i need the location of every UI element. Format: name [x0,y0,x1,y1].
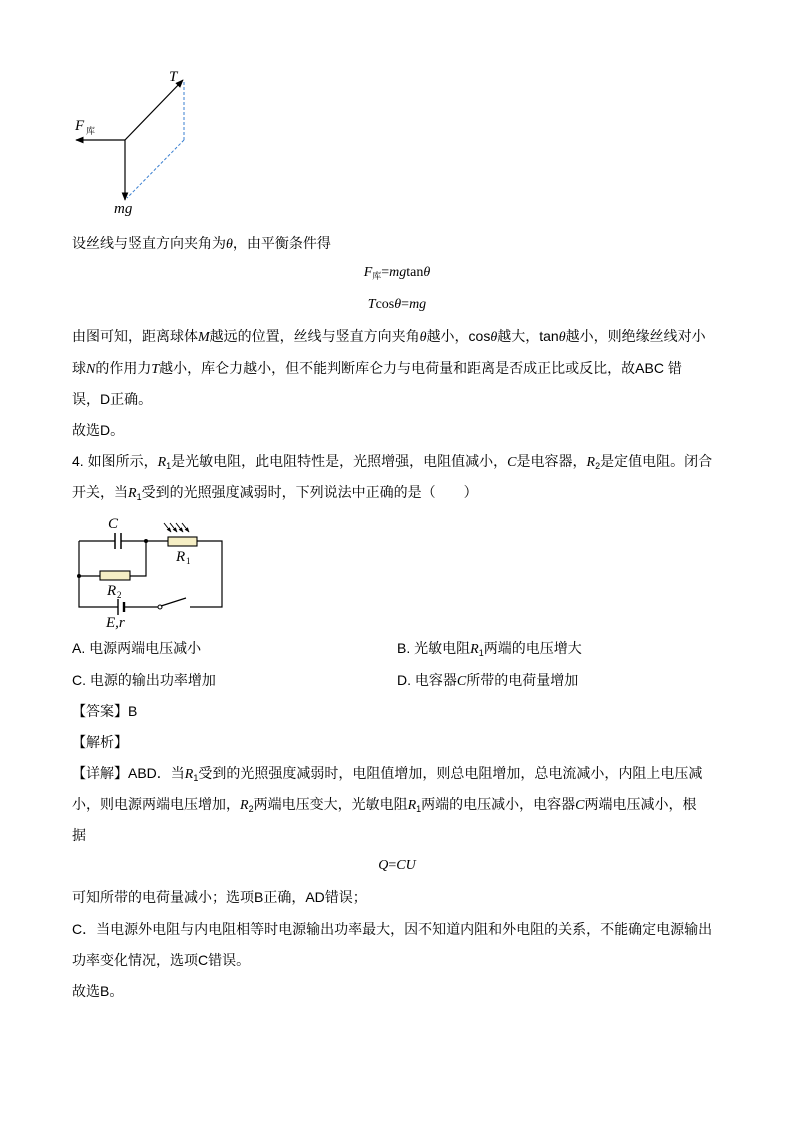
text-run: cos [375,297,395,312]
italic-symbol: Q [378,858,389,873]
resistor-r2 [100,571,130,580]
question-4-stem-line-2 [72,482,478,507]
option-b [397,638,582,663]
text-run: C．当电源外电阻与内电阻相等时电源输出功率最大，因不知道内阻和外电阻的关系，不能确定电源输出 [72,921,713,937]
question-4-stem-line-1 [72,451,712,476]
r1-label: R [176,549,186,565]
italic-symbol: R [470,642,479,657]
r1-subscript: 1 [186,556,191,566]
text-run: = [401,297,410,312]
text-run: 设丝线与竖直方向夹角为 [72,235,226,251]
coulomb-force-subscript: 库 [86,126,96,136]
text-run: 是光敏电阻，此电阻特性是，光照增强，电阻值减小， [171,453,508,469]
photoresistor-r1 [168,537,197,546]
text-run: 受到的光照强度减弱时，电阻值增加，则总电阻增加，总电流减小，内阻上电压减 [198,765,703,781]
text-run: 【详解】ABD．当 [72,765,185,781]
text-run: 据 [72,827,86,843]
option-d [397,670,578,692]
answer: 【答案】B [72,703,138,719]
equation-coulomb-force [0,263,794,286]
text-run: 故选D。 [72,422,125,438]
analysis-heading: 【解析】 [72,734,128,750]
detail-line-3 [72,825,86,845]
italic-symbol: θ [394,297,402,312]
italic-symbol: C [575,798,585,813]
equation-tension [0,295,794,315]
detail-line-1 [72,763,702,788]
text-run: B. 光敏电阻 [397,640,471,656]
text-run: 受到的光照强度减弱时，下列说法中正确的是（ ） [141,484,478,500]
italic-symbol: R [407,798,417,813]
dashed-diagonal-line [127,140,184,198]
text-run: ，由平衡条件得 [232,235,331,251]
subscript: 库 [372,271,382,281]
italic-symbol: θ [419,330,427,345]
conclusion-q3 [72,420,124,440]
detail-line-2 [72,794,697,819]
text-run: 的作用力 [95,360,152,376]
text-run: 开关，当 [72,484,128,500]
subscript: 1 [166,461,172,471]
subscript: 1 [478,648,484,658]
text-run: 越远的位置，丝线与竖直方向夹角 [209,328,420,344]
explanation-line-1 [72,326,706,348]
text-run: 小，则电源两端电压增加， [72,796,240,812]
italic-symbol: θ [558,330,566,345]
text-run: 两端电压减小，根 [584,796,697,812]
text-run: 是定值电阻。闭合 [600,453,713,469]
text-run: = [388,858,397,873]
r2-subscript: 2 [117,590,122,600]
subscript: 2 [248,804,254,814]
circuit-diagram [70,505,230,635]
text-run: 两端的电压增大 [483,640,582,656]
text-run: 由图可知，距离球体 [72,328,198,344]
text-run: tan [406,265,424,280]
italic-symbol: mg [389,265,407,280]
text-run: A. 电源两端电压减小 [72,640,202,656]
text-run: 误，D正确。 [72,391,153,407]
option-c [72,670,216,690]
italic-symbol: CU [396,858,416,873]
option-c-analysis-line-2 [72,950,250,970]
light-arrows-icon [164,523,189,532]
junction-dot-left [77,574,81,578]
subscript: 2 [595,461,601,471]
text-run: 所带的电荷量增加 [466,672,579,688]
text-run: 可知所带的电荷量减小；选项B正确，AD错误； [72,889,367,905]
italic-symbol: R [157,455,167,470]
switch-blade [161,598,186,606]
text-run: 越小，库仑力越小，但不能判断库仑力与电荷量和距离是否成正比或反比，故ABC 错 [159,360,682,376]
text-run: 功率变化情况，选项C错误。 [72,952,251,968]
text-run: 球 [72,360,86,376]
explanation-line-2 [72,358,682,380]
italic-symbol: R [586,455,596,470]
italic-symbol: N [86,362,96,377]
italic-symbol: θ [226,237,233,252]
text-run: C. 电源的输出功率增加 [72,672,216,688]
equation-charge [0,856,794,876]
italic-symbol: R [184,767,194,782]
text-run: 越大，tan [497,328,559,344]
italic-symbol: C [456,674,467,689]
text-run: 4. 如图所示， [72,453,158,469]
italic-symbol: M [198,330,210,345]
text-run: 两端电压变大，光敏电阻 [253,796,408,812]
text-run: 故选B。 [72,983,124,999]
italic-symbol: T [151,362,160,377]
subscript: 1 [416,804,422,814]
italic-symbol: R [240,798,249,813]
tension-label: T [169,69,178,85]
subscript: 1 [193,773,199,783]
text-run: 两端的电压减小，电容器 [421,796,576,812]
italic-symbol: θ [423,265,431,280]
option-c-analysis-line-1 [72,919,712,939]
italic-symbol: R [128,486,137,501]
force-diagram [60,60,200,220]
r2-label: R [107,583,117,599]
explanation-line-3 [72,389,152,409]
text-run: = [381,265,390,280]
subscript: 1 [136,492,142,502]
italic-symbol: C [507,455,517,470]
text-run: 越小，cos [426,328,491,344]
solution-intro [72,233,331,255]
italic-symbol: F [363,265,373,280]
capacitor-label: C [108,516,119,532]
text-run: 是电容器， [516,453,587,469]
coulomb-force-label: F [75,118,85,134]
text-run: 越小，则绝缘丝线对小 [565,328,706,344]
italic-symbol: mg [409,297,427,312]
text-run: D. 电容器 [397,672,457,688]
source-label: E,r [106,615,125,631]
italic-symbol: θ [490,330,498,345]
after-equation-line [72,887,367,907]
conclusion-q4 [72,981,123,1001]
option-a [72,638,201,658]
gravity-label: mg [114,201,133,217]
junction-dot-top [144,539,148,543]
tension-arrow [125,80,183,140]
italic-symbol: T [367,297,376,312]
